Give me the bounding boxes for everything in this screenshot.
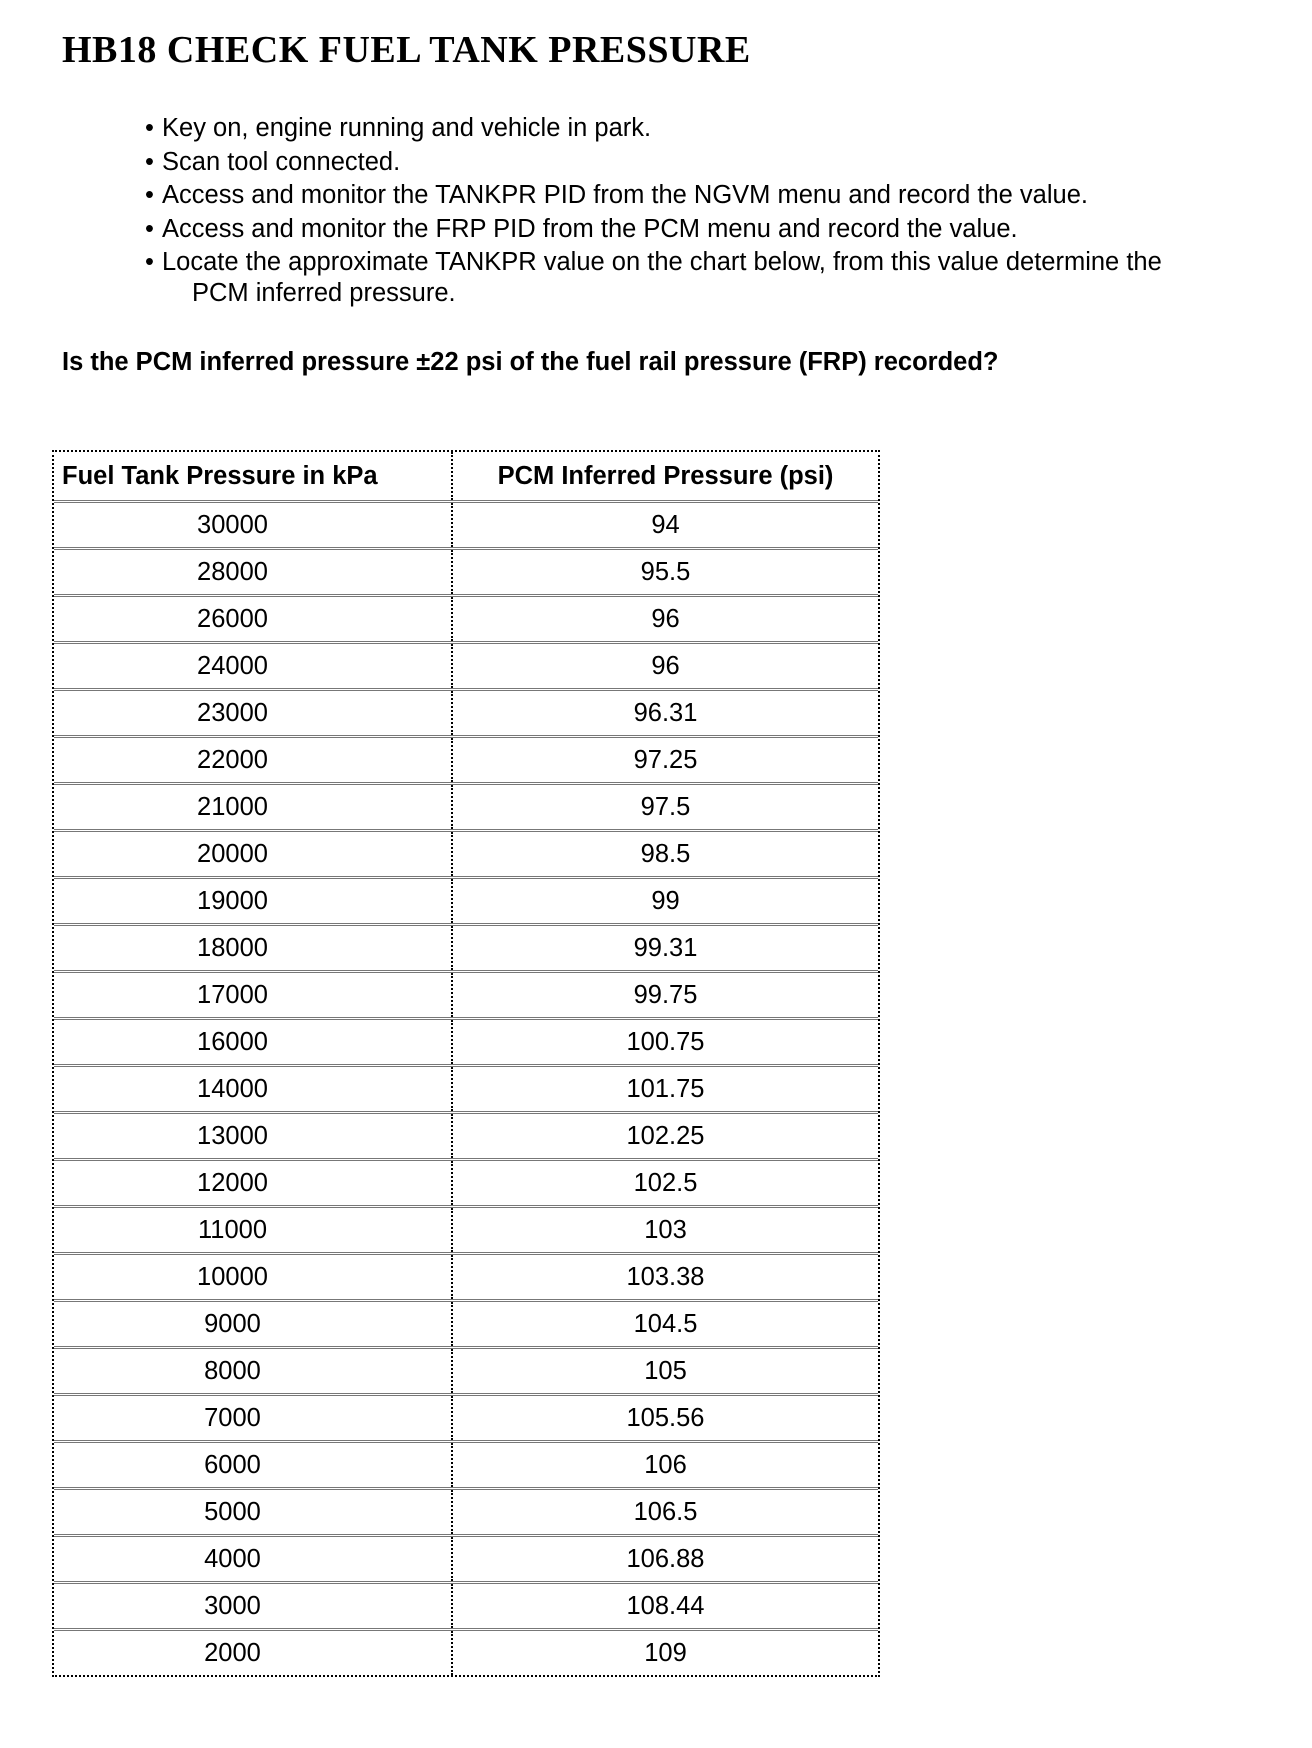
table-row [54,690,878,737]
inferred-pressure-cell: 100.75 [452,1019,878,1066]
pressure-table-container [52,450,880,1677]
inferred-pressure-cell: 97.25 [452,737,878,784]
tank-pressure-cell: 16000 [54,1019,452,1066]
tank-pressure-cell: 9000 [54,1301,452,1348]
bullet-icon: • [145,114,154,142]
inferred-pressure-cell: 94 [452,502,878,549]
tank-pressure-cell: 3000 [54,1583,452,1630]
inferred-pressure-cell: 96 [452,643,878,690]
step-text: Key on, engine running and vehicle in park. [162,114,652,142]
inferred-pressure-cell: 109 [452,1630,878,1676]
table-row [54,878,878,925]
tank-pressure-cell: 18000 [54,925,452,972]
table-row [54,831,878,878]
inferred-pressure-cell: 104.5 [452,1301,878,1348]
inferred-pressure-cell: 103.38 [452,1254,878,1301]
table-row [54,596,878,643]
step-item [146,179,1286,213]
table-row [54,1019,878,1066]
step-text-continuation: PCM inferred pressure. [192,278,456,307]
step-item [146,146,1286,180]
bullet-icon: • [145,214,154,243]
inferred-pressure-cell: 108.44 [452,1583,878,1630]
inferred-pressure-cell: 105 [452,1348,878,1395]
inferred-pressure-cell: 97.5 [452,784,878,831]
bullet-icon: • [145,181,154,209]
table-row [54,1254,878,1301]
step-item [146,112,1286,146]
table-row [54,549,878,596]
tank-pressure-cell: 23000 [54,690,452,737]
tank-pressure-cell: 20000 [54,831,452,878]
inferred-pressure-cell: 102.5 [452,1160,878,1207]
tank-pressure-cell: 21000 [54,784,452,831]
tank-pressure-cell: 28000 [54,549,452,596]
question-text: Is the PCM inferred pressure ±22 psi of the fuel rail pressure (FRP) recorded? [62,348,999,376]
tank-pressure-cell: 2000 [54,1630,452,1676]
table-row [54,643,878,690]
table-row [54,1160,878,1207]
step-text: Locate the approximate TANKPR value on the chart below, from this value determine the [162,248,1162,276]
table-row [54,1489,878,1536]
tank-pressure-cell: 30000 [54,502,452,549]
step-text: Access and monitor the FRP PID from the PCM menu and record the value. [162,214,1018,243]
table-row [54,1630,878,1676]
tank-pressure-cell: 6000 [54,1442,452,1489]
tank-pressure-cell: 19000 [54,878,452,925]
tank-pressure-cell: 22000 [54,737,452,784]
table-body [54,502,878,1676]
inferred-pressure-cell: 106 [452,1442,878,1489]
table-row [54,1395,878,1442]
tank-pressure-cell: 14000 [54,1066,452,1113]
inferred-pressure-cell: 99 [452,878,878,925]
step-item [146,213,1286,247]
tank-pressure-cell: 12000 [54,1160,452,1207]
column-header-tank-pressure: Fuel Tank Pressure in kPa [54,452,452,502]
tank-pressure-cell: 4000 [54,1536,452,1583]
procedure-steps [146,112,1286,310]
step-text: Scan tool connected. [162,147,401,176]
table-row [54,1301,878,1348]
table-row [54,1066,878,1113]
inferred-pressure-cell: 98.5 [452,831,878,878]
tank-pressure-cell: 24000 [54,643,452,690]
tank-pressure-cell: 11000 [54,1207,452,1254]
table-row [54,1536,878,1583]
tank-pressure-cell: 8000 [54,1348,452,1395]
table-row [54,1442,878,1489]
tank-pressure-cell: 10000 [54,1254,452,1301]
inferred-pressure-cell: 101.75 [452,1066,878,1113]
tank-pressure-cell: 26000 [54,596,452,643]
table-row [54,1207,878,1254]
table-row [54,1583,878,1630]
inferred-pressure-cell: 96 [452,596,878,643]
page-title: HB18 CHECK FUEL TANK PRESSURE [62,29,751,71]
bullet-icon: • [145,248,154,276]
inferred-pressure-cell: 99.31 [452,925,878,972]
table-header-row [54,452,878,502]
tank-pressure-cell: 7000 [54,1395,452,1442]
tank-pressure-cell: 17000 [54,972,452,1019]
table-row [54,784,878,831]
tank-pressure-cell: 13000 [54,1113,452,1160]
column-header-inferred-pressure: PCM Inferred Pressure (psi) [497,461,834,490]
inferred-pressure-cell: 106.5 [452,1489,878,1536]
table-row [54,972,878,1019]
table-row [54,502,878,549]
inferred-pressure-cell: 103 [452,1207,878,1254]
table-row [54,1113,878,1160]
inferred-pressure-cell: 95.5 [452,549,878,596]
step-item [146,246,1286,310]
inferred-pressure-cell: 106.88 [452,1536,878,1583]
bullet-icon: • [145,147,154,176]
inferred-pressure-cell: 102.25 [452,1113,878,1160]
step-text: Access and monitor the TANKPR PID from the NGVM menu and record the value. [162,181,1088,209]
table-row [54,1348,878,1395]
pressure-table [54,452,878,1675]
inferred-pressure-cell: 105.56 [452,1395,878,1442]
table-row [54,925,878,972]
table-row [54,737,878,784]
tank-pressure-cell: 5000 [54,1489,452,1536]
inferred-pressure-cell: 99.75 [452,972,878,1019]
inferred-pressure-cell: 96.31 [452,690,878,737]
